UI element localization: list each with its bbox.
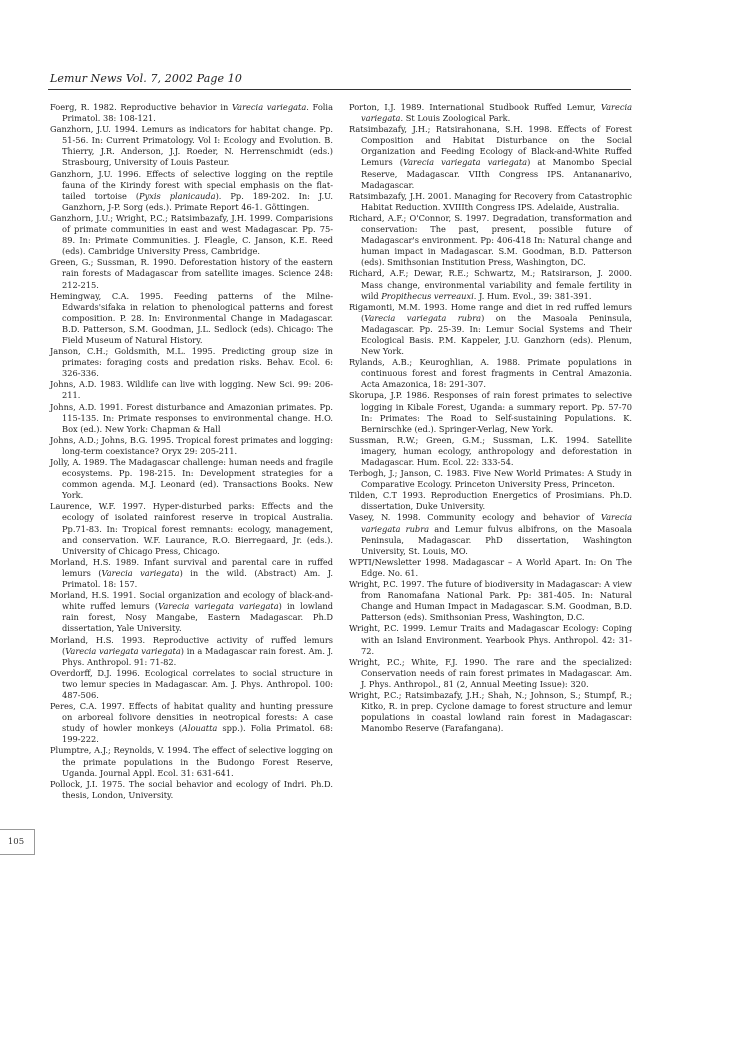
- reference-entry: [50, 590, 333, 634]
- reference-entry: [50, 701, 333, 745]
- reference-entry: [349, 302, 632, 357]
- reference-pre: Tilden, C.T 1993. Reproduction Energetics of Prosimians. Ph.D. dissertation, Duke University.: [349, 490, 632, 512]
- reference-ital: Varecia variegata rubra: [364, 312, 482, 323]
- reference-pre: Ratsimbazafy, J.H.; Ratsirahonana, S.H. 1998. Effects of Forest Composition and Habitat Disturbance on the Social Organization and Feeding Ecology of Black-and-White Ruffed Lemurs (: [349, 124, 632, 168]
- reference-entry: [50, 402, 333, 435]
- reference-pre: Richard, A.F.; O'Connor, S. 1997. Degradation, transformation and conservation: The past, present, possible future of Madagascar's environment. Pp: 406-418 In: Natural change and human impact in Madagascar. S.M. Goodman, B.D. Patterson (eds). Smithsonian Institution Press, Washington, DC.: [349, 212, 632, 268]
- reference-entry: [50, 257, 333, 290]
- reference-pre: Pollock, J.I. 1975. The social behavior and ecology of Indri. Ph.D. thesis, London, University.: [50, 778, 333, 800]
- reference-pre: Foerg, R. 1982. Reproductive behavior in: [50, 102, 232, 112]
- reference-pre: Johns, A.D. 1983. Wildlife can live with logging. New Sci. 99: 206-211.: [50, 379, 333, 401]
- reference-entry: [50, 457, 333, 501]
- reference-post: ) in lowland rain forest, Nosy Mangabe, Eastern Madagascar. Ph.D dissertation, Yale University.: [62, 601, 334, 634]
- reference-post: and Lemur fulvus albifrons, on the Masoala Peninsula, Madagascar. PhD dissertation, Washington University, St. Louis, MO.: [361, 523, 632, 556]
- reference-ital: Varecia variegata variegata: [158, 601, 279, 612]
- reference-entry: [349, 124, 632, 191]
- reference-post: . J. Hum. Evol., 39: 381-391.: [473, 290, 592, 301]
- reference-entry: [50, 745, 333, 778]
- reference-post: ). Pp. 189-202. In: J.U. Ganzhorn, J-P. Sorg (eds.). Primate Report 46-1. Göttingen.: [62, 190, 334, 212]
- reference-entry: [50, 213, 333, 257]
- reference-pre: Rylands, A.B.; Keuroghlian, A. 1988. Primate populations in continuous forest and forest fragments in Central Amazonia. Acta Amazonica, 18: 291-307.: [349, 357, 632, 390]
- reference-entry: [50, 557, 333, 590]
- reference-column-left: [50, 102, 333, 801]
- reference-ital: Varecia variegata: [361, 102, 632, 124]
- reference-entry: [349, 213, 632, 268]
- reference-entry: [50, 346, 333, 379]
- reference-entry: [349, 390, 632, 434]
- reference-entry: [349, 579, 632, 623]
- reference-entry: [50, 435, 333, 457]
- reference-entry: [50, 124, 333, 168]
- reference-post: ) in the wild. (Abstract) Am. J. Primatol. 18: 157.: [62, 567, 333, 590]
- reference-entry: [349, 623, 632, 656]
- reference-pre: Plumptre, A.J.; Reynolds, V. 1994. The effect of selective logging on the primate populations in the Budongo Forest Reserve, Uganda. Journal Appl. Ecol. 31: 631-641.: [50, 745, 333, 778]
- reference-pre: Laurence, W.F. 1997. Hyper-disturbed parks: Effects and the ecology of isolated rainforest reserve in tropical Australia. Pp.71-83. In: Tropical forest remnants: ecology, management, and conservation. W.F. Laurance, R.O. Bierregaard, Jr. (eds.). University of Chicago Press, Chicago.: [50, 501, 333, 556]
- reference-post: . St Louis Zoological Park.: [400, 113, 511, 124]
- reference-ital: Alouatta: [181, 723, 218, 734]
- reference-pre: Overdorff, D.J. 1996. Ecological correlates to social structure in two lemur species in Madagascar. Am. J. Phys. Anthropol. 100: 487-506.: [50, 667, 333, 700]
- reference-pre: Ganzhorn, J.U.; Wright, P.C.; Ratsimbazafy, J.H. 1999. Comparisions of primate communities in east and west Madagascar. Pp. 75-89. In: Primate Communities. J. Fleagle, C. Janson, K.E. Reed (eds). Cambridge University Press, Cambridge.: [50, 212, 333, 257]
- reference-entry: [349, 512, 632, 556]
- reference-pre: Porton, I.J. 1989. International Studbook Ruffed Lemur,: [349, 102, 601, 112]
- reference-ital: Varecia variegata variegata: [402, 157, 528, 168]
- reference-pre: Peres, C.A. 1997. Effects of habitat quality and hunting pressure on arboreal folivore densities in neotropical forests: A case study of howler monkeys (: [50, 701, 333, 734]
- reference-pre: Terbogh, J.; Janson, C. 1983. Five New World Primates: A Study in Comparative Ecology. Princeton University Press, Princeton.: [349, 468, 632, 490]
- reference-pre: Johns, A.D.; Johns, B.G. 1995. Tropical forest primates and logging: long-term coexistance? Oryx 29: 205-211.: [50, 434, 333, 456]
- reference-ital: Varecia variegata: [101, 567, 180, 578]
- reference-pre: Skorupa, J.P. 1986. Responses of rain forest primates to selective logging in Kibale Forest, Uganda: a summary report. Pp. 57-70 In: Primates: The Road to Self-sustaining Populations. K. Bernirschke (ed.). Springer-Verlag, New York.: [349, 390, 632, 434]
- reference-pre: Jolly, A. 1989. The Madagascar challenge: human needs and fragile ecosystems. Pp. 198-215. In: Development strategies for a common agenda. M.J. Leonard (ed). Transactions Books. New York.: [50, 457, 333, 501]
- reference-pre: Wright, P.C.; White, F.J. 1990. The rare and the specialized: Conservation needs of rain forest primates in Madagascar. Am. J. Phys. Anthropol., 81 (2, Annual Meeting Issue): 320.: [349, 656, 632, 689]
- reference-pre: Wright, P.C. 1997. The future of biodiversity in Madagascar: A view from Ranomafana National Park. Pp: 381-405. In: Natural Change and Human Impact in Madagascar. S.M. Goodman, B.D. Patterson (eds). Smithsonian Press, Washington, D.C.: [349, 579, 632, 623]
- reference-entry: [349, 657, 632, 690]
- reference-entry: [349, 191, 632, 213]
- reference-pre: Green, G.; Sussman, R. 1990. Deforestation history of the eastern rain forests of Madagascar from satellite images. Science 248: 212-215.: [50, 257, 333, 290]
- reference-ital: Pyxis planicauda: [139, 190, 216, 201]
- reference-pre: Wright, P.C. 1999. Lemur Traits and Madagascar Ecology: Coping with an Island Environment. Yearbook Phys. Anthropol. 42: 31-72.: [349, 623, 632, 656]
- reference-entry: [50, 291, 333, 346]
- reference-pre: Ganzhorn, J.U. 1996. Effects of selective logging on the reptile fauna of the Kirindy forest with special emphasis on the flat-tailed tortoise (: [50, 168, 333, 201]
- reference-pre: Ganzhorn, J.U. 1994. Lemurs as indicators for habitat change. Pp. 51-56. In: Current Primatology. Vol I: Ecology and Evolution. B. Thierry, J.R. Anderson, J.J. Roeder, N. Herrenschmidt (eds.) Strasbourg, University of Louis Pasteur.: [50, 124, 333, 168]
- reference-pre: Morland, H.S. 1989. Infant survival and parental care in ruffed lemurs (: [50, 556, 333, 578]
- reference-ital: Varecia variegata variegata: [65, 645, 181, 656]
- reference-entry: [349, 435, 632, 468]
- reference-entry: [50, 379, 333, 401]
- reference-pre: Ratsimbazafy, J.H. 2001. Managing for Recovery from Catastrophic Habitat Reduction. XVIIIth Congress IPS. Adelaide, Australia.: [349, 190, 632, 212]
- reference-post: . Folia Primatol. 38: 108-121.: [62, 102, 333, 124]
- reference-post: ) at Manombo Special Reserve, Madagascar. VIIth Congress IPS. Antananarivo, Madagascar.: [361, 157, 632, 190]
- reference-pre: Janson, C.H.; Goldsmith, M.L. 1995. Predicting group size in primates: foraging costs and predation risks. Behav. Ecol. 6: 326-336.: [50, 346, 333, 379]
- reference-entry: [349, 468, 632, 490]
- reference-entry: [349, 557, 632, 579]
- reference-pre: Hemingway, C.A. 1995. Feeding patterns of the Milne-Edwards'sifaka in relation to phenological patterns and forest composition. P. 28. In: Environmental Change in Madagascar. B.D. Patterson, S.M. Goodman, J.L. Sedlock (eds). Chicago: The Field Museum of Natural History.: [50, 290, 333, 345]
- reference-ital: Varecia variegata rubra: [361, 512, 632, 534]
- reference-pre: Wright, P.C.; Ratsimbazafy, J.H.; Shah, N.; Johnson, S.; Stumpf, R.; Kitko, R. in prep. Cyclone damage to forest structure and lemur populations in coastal lowland rain forest in Madagascar: Manombo Reserve (Farafangana).: [349, 689, 632, 734]
- reference-entry: [50, 668, 333, 701]
- reference-pre: Richard, A.F.; Dewar, R.E.; Schwartz, M.; Ratsirarson, J. 2000. Mass change, environmental variability and female fertility in wild: [349, 268, 632, 301]
- reference-pre: Sussman, R.W.; Green, G.M.; Sussman, L.K. 1994. Satellite imagery, human ecology, anthropology and deforestation in Madagascar. Hum. Ecol. 22: 333-54.: [349, 434, 632, 467]
- reference-ital: Varecia variegata: [231, 102, 307, 112]
- reference-entry: [349, 357, 632, 390]
- reference-pre: Rigamonti, M.M. 1993. Home range and diet in red ruffed lemurs (: [349, 301, 632, 323]
- reference-entry: [349, 268, 632, 301]
- reference-post: ) on the Masoala Peninsula, Madagascar. Pp. 25-39. In: Lemur Social Systems and Their Ecological Basis. P.M. Kappeler, J.U. Ganzhorn (eds). Plenum, New York.: [361, 312, 632, 357]
- reference-entry: [349, 102, 632, 124]
- reference-pre: Vasey, N. 1998. Community ecology and behavior of: [349, 512, 601, 523]
- reference-ital: Propithecus verreauxi: [381, 290, 474, 301]
- reference-entry: [349, 490, 632, 512]
- reference-pre: Morland, H.S. 1993. Reproductive activity of ruffed lemurs (: [50, 634, 333, 656]
- page-number-tab: 105: [0, 829, 35, 855]
- reference-entry: [50, 779, 333, 801]
- running-header: Lemur News Vol. 7, 2002 Page 10: [50, 72, 242, 85]
- reference-pre: Johns, A.D. 1991. Forest disturbance and Amazonian primates. Pp. 115-135. In: Primate responses to environmental change. H.O. Box (ed.). New York: Chapman & Hall: [50, 401, 333, 434]
- reference-post: spp.). Folia Primatol. 68: 199-222.: [62, 723, 333, 745]
- reference-entry: [50, 169, 333, 213]
- reference-entry: [50, 635, 333, 668]
- header-rule: [48, 89, 631, 90]
- reference-post: ) in a Madagascar rain forest. Am. J. Phys. Anthropol. 91: 71-82.: [62, 645, 333, 667]
- reference-column-right: [349, 102, 632, 734]
- reference-entry: [349, 690, 632, 734]
- reference-entry: [50, 102, 333, 124]
- reference-entry: [50, 501, 333, 556]
- reference-pre: Morland, H.S. 1991. Social organization and ecology of black-and-white ruffed lemurs (: [50, 590, 333, 612]
- reference-pre: WPTI/Newsletter 1998. Madagascar – A World Apart. In: On The Edge. No. 61.: [349, 556, 632, 578]
